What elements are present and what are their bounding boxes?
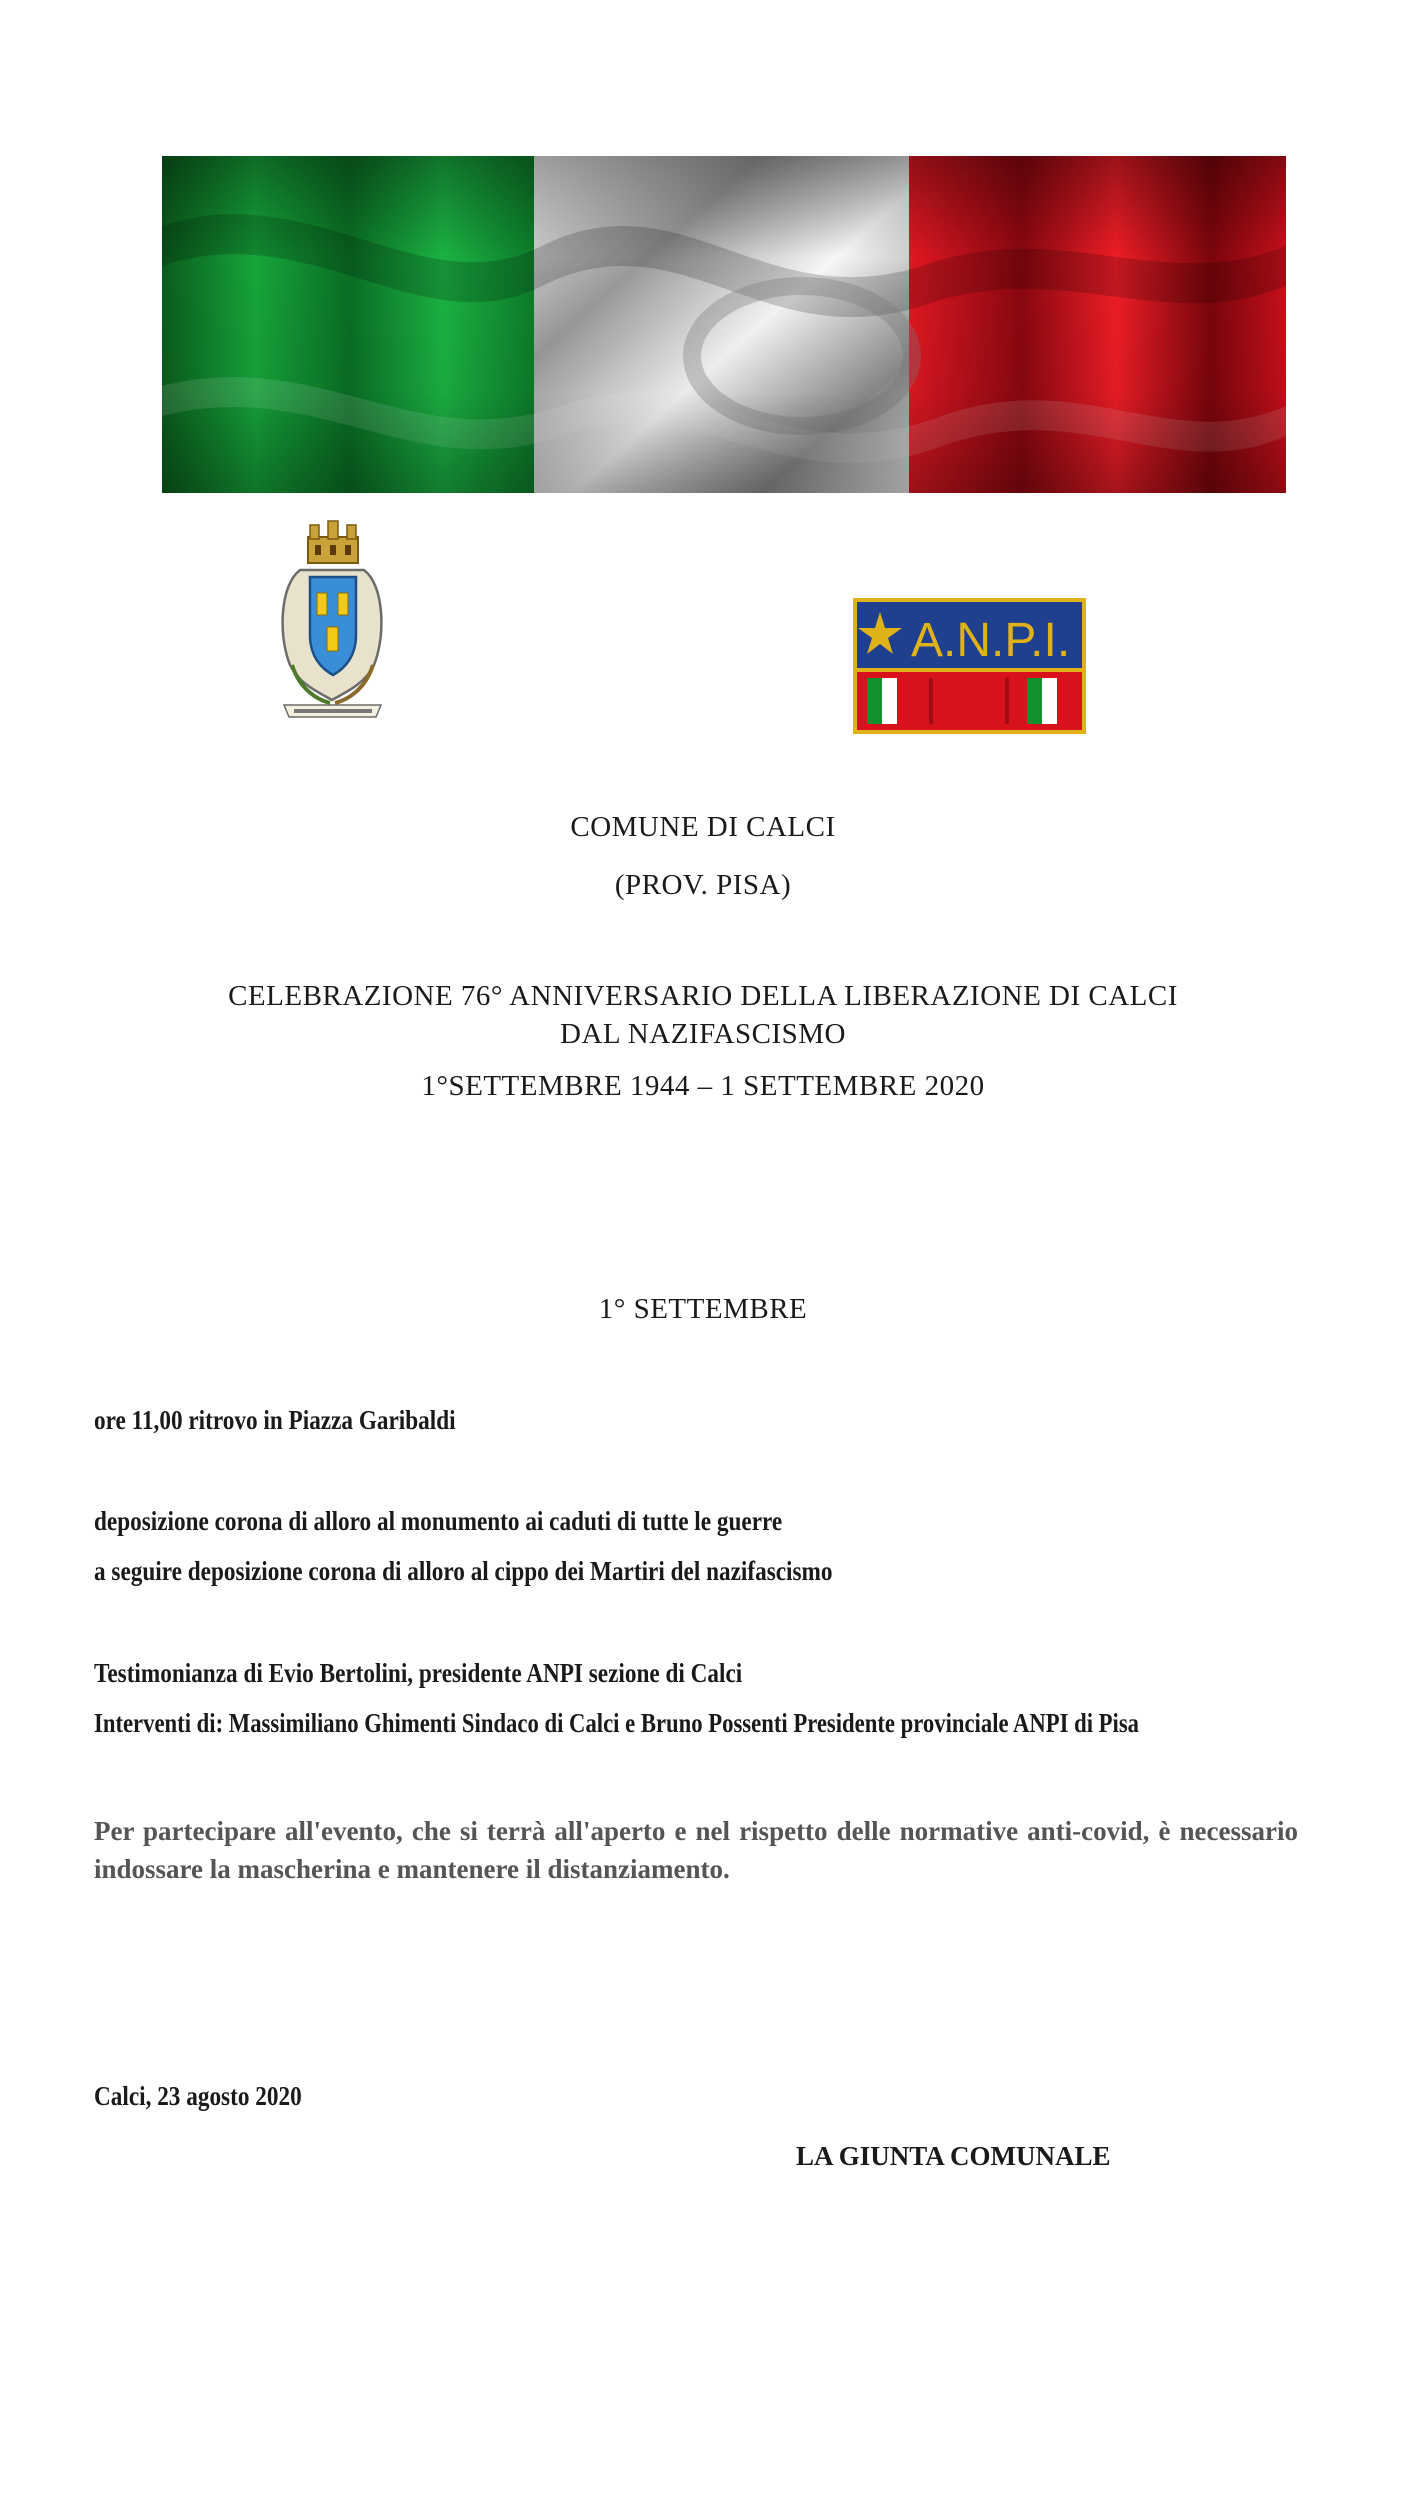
program-wreath-martyrs: a seguire deposizione corona di alloro al cippo dei Martiri del nazifascismo	[94, 1556, 833, 1586]
place-and-date: Calci, 23 agosto 2020	[94, 2081, 302, 2111]
event-day-heading: 1° SETTEMBRE	[598, 1293, 808, 1325]
covid-notice: Per partecipare all'evento, che si terrà all'aperto e nel rispetto delle normative anti-covid, è necessario indossare la mascherina e mantenere il distanziamento.	[94, 1816, 1298, 1884]
flag-graphic	[162, 156, 1286, 493]
signature: LA GIUNTA COMUNALE	[796, 2141, 1111, 2171]
calci-coat-of-arms	[270, 515, 395, 725]
program-meeting: ore 11,00 ritrovo in Piazza Garibaldi	[94, 1405, 456, 1435]
event-title-line-2: DAL NAZIFASCISMO	[560, 1018, 846, 1050]
anpi-logo	[853, 598, 1086, 734]
program-wreath-monument: deposizione corona di alloro al monumento ai caduti di tutte le guerre	[94, 1506, 783, 1536]
event-title-line-1: CELEBRAZIONE 76° ANNIVERSARIO DELLA LIBERAZIONE DI CALCI	[228, 980, 1178, 1012]
program-speeches: Interventi di: Massimiliano Ghimenti Sindaco di Calci e Bruno Possenti Presidente provinciale ANPI di Pisa	[94, 1708, 1139, 1738]
event-dates: 1°SETTEMBRE 1944 – 1 SETTEMBRE 2020	[421, 1070, 985, 1102]
program-testimony: Testimonianza di Evio Bertolini, presidente ANPI sezione di Calci	[94, 1658, 743, 1688]
anpi-label: A.N.P.I.	[911, 614, 1071, 667]
crest-icon	[270, 515, 395, 725]
italian-flag-banner	[162, 156, 1286, 493]
anpi-icon	[853, 598, 1086, 734]
municipality-title: COMUNE DI CALCI	[570, 811, 836, 843]
province-label: (PROV. PISA)	[614, 869, 792, 901]
